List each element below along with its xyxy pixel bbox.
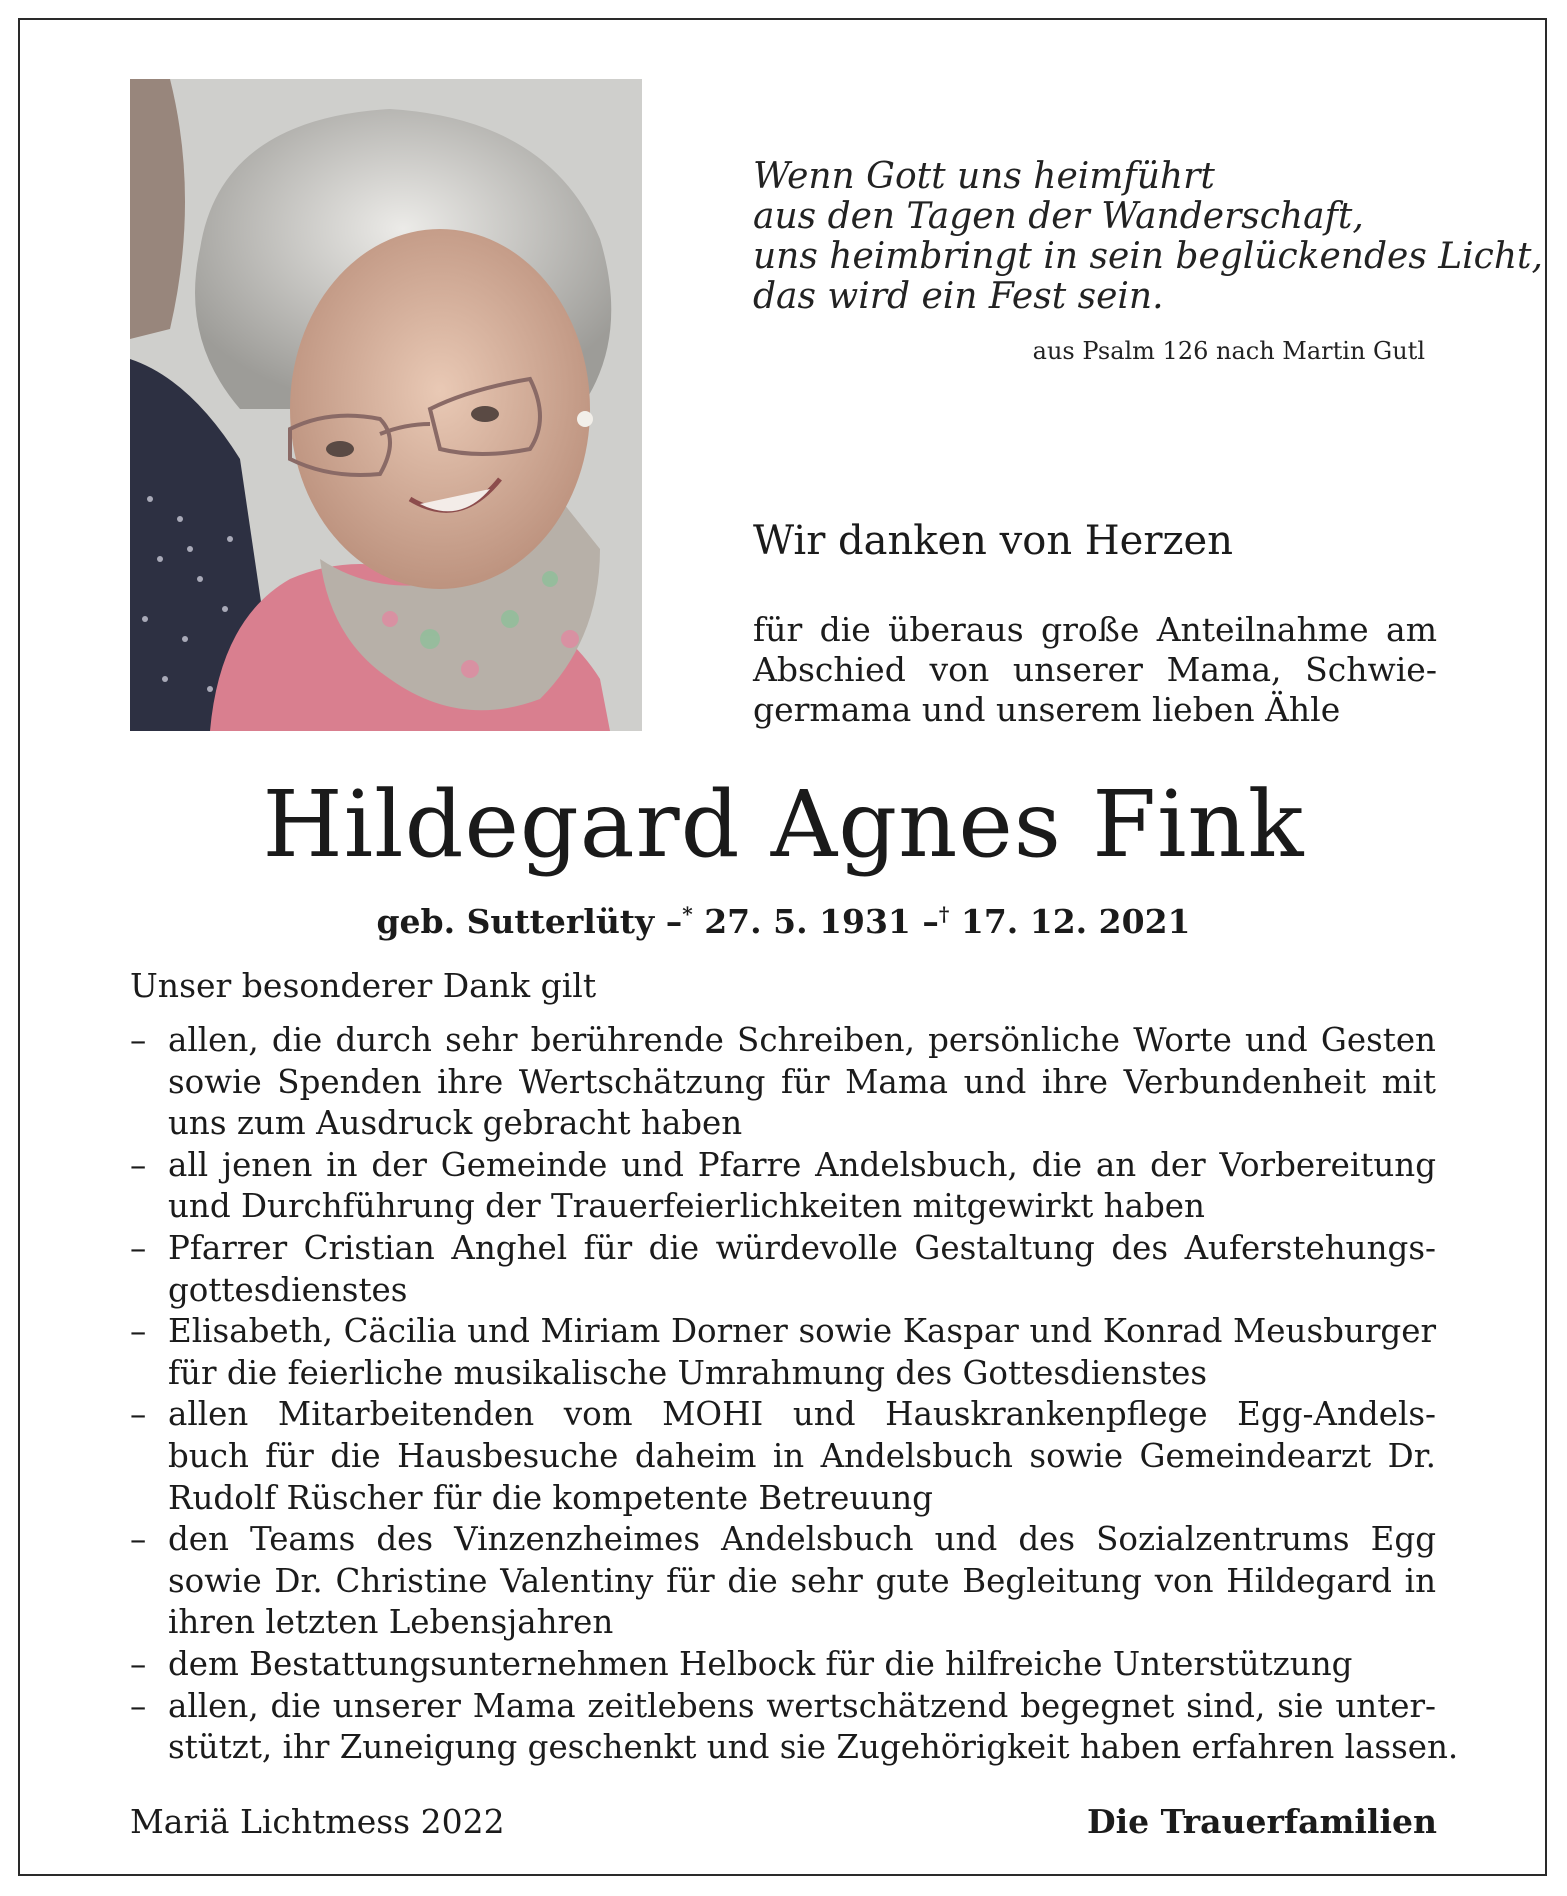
list-item	[130, 1394, 1436, 1519]
list-dash: –	[130, 1686, 147, 1725]
life-dates	[0, 892, 1567, 944]
list-dash: –	[130, 1228, 147, 1267]
separator-dash: –	[922, 902, 939, 941]
list-item	[130, 1228, 1436, 1311]
list-item-line: den Teams des Vinzenzheimes Andelsbuch und des Sozialzentrums Egg	[168, 1520, 1436, 1559]
born-symbol: *	[682, 902, 693, 926]
intro-line: für die überaus große Anteilnahme am	[753, 610, 1437, 649]
quote-line: aus den Tagen der Wanderschaft,	[753, 196, 1364, 237]
intro-line: Abschied von unserer Mama, Schwie-	[753, 650, 1437, 689]
list-item-line: sowie Dr. Christine Valentiny für die sehr gute Begleitung von Hildegard in	[168, 1561, 1436, 1600]
list-item-line: für die feierliche musikalische Umrahmung des Gottesdienstes	[168, 1353, 1208, 1392]
list-dash: –	[130, 1520, 147, 1559]
list-item-line: Elisabeth, Cäcilia und Miriam Dorner sowie Kaspar und Konrad Meusburger	[168, 1312, 1436, 1351]
footer-signature: Die Trauerfamilien	[1086, 1802, 1437, 1841]
quote-line: Wenn Gott uns heimführt	[753, 156, 1215, 197]
quote-line: uns heimbringt in sein beglückendes Licht,	[753, 236, 1543, 277]
list-item-line: sowie Spenden ihre Wertschätzung für Mama und ihre Verbundenheit mit	[168, 1062, 1436, 1101]
list-item-line: Pfarrer Cristian Anghel für die würdevolle Gestaltung des Auferstehungs-	[168, 1228, 1436, 1267]
list-dash: –	[130, 1644, 147, 1683]
bible-quote	[753, 156, 1543, 317]
list-dash: –	[130, 1312, 147, 1351]
list-item-line: Rudolf Rüscher für die kompetente Betreuung	[168, 1478, 933, 1517]
footer-date: Mariä Lichtmess 2022	[130, 1802, 505, 1841]
deceased-name: Hildegard Agnes Fink	[262, 771, 1305, 878]
list-dash: –	[130, 1021, 147, 1059]
intro-line: germama und unserem lieben Ähle	[753, 690, 1341, 729]
list-dash: –	[130, 1395, 147, 1434]
list-item-line: allen Mitarbeitenden vom MOHI und Hauskrankenpflege Egg-Andels-	[168, 1395, 1436, 1434]
quote-line: das wird ein Fest sein.	[753, 276, 1164, 317]
list-item	[130, 1686, 1459, 1769]
death-date: 17. 12. 2021	[960, 902, 1191, 941]
list-item	[130, 1644, 1436, 1686]
list-item-line: allen, die durch sehr berührende Schreiben, persönliche Worte und Gesten	[168, 1021, 1436, 1059]
list-item-line: buch für die Hausbesuche daheim in Andelsbuch sowie Gemeindearzt Dr.	[168, 1436, 1436, 1475]
thanks-list	[130, 1020, 1459, 1769]
died-symbol: †	[938, 902, 950, 926]
special-thanks-heading: Unser besonderer Dank gilt	[130, 966, 597, 1005]
list-item-line: allen, die unserer Mama zeitlebens wertschätzend begegnet sind, sie unter-	[168, 1686, 1436, 1725]
portrait-illustration	[130, 79, 642, 731]
list-dash: –	[130, 1145, 147, 1184]
list-item	[130, 1311, 1436, 1394]
birth-date: 27. 5. 1931	[704, 902, 911, 941]
list-item	[130, 1020, 1436, 1145]
list-item-line: gottesdienstes	[168, 1270, 408, 1309]
thanks-heading: Wir danken von Herzen	[753, 518, 1233, 564]
intro-text	[753, 610, 1437, 730]
list-item-line: dem Bestattungsunternehmen Helbock für die hilfreiche Unterstützung	[168, 1644, 1353, 1683]
list-item	[130, 1145, 1436, 1228]
list-item-line: uns zum Ausdruck gebracht haben	[168, 1104, 743, 1143]
portrait-photo	[130, 79, 642, 731]
list-item	[130, 1519, 1436, 1644]
list-item-line: und Durchführung der Trauerfeierlichkeiten mitgewirkt haben	[168, 1187, 1205, 1226]
list-item-line: all jenen in der Gemeinde und Pfarre Andelsbuch, die an der Vorbereitung	[168, 1145, 1436, 1184]
maiden-name: geb. Sutterlüty	[376, 902, 655, 941]
list-item-line: ihren letzten Lebensjahren	[168, 1603, 614, 1642]
separator-dash: –	[665, 902, 683, 941]
quote-source: aus Psalm 126 nach Martin Gutl	[1032, 337, 1425, 365]
list-item-line: stützt, ihr Zuneigung geschenkt und sie Zugehörigkeit haben erfahren lassen.	[168, 1728, 1459, 1767]
